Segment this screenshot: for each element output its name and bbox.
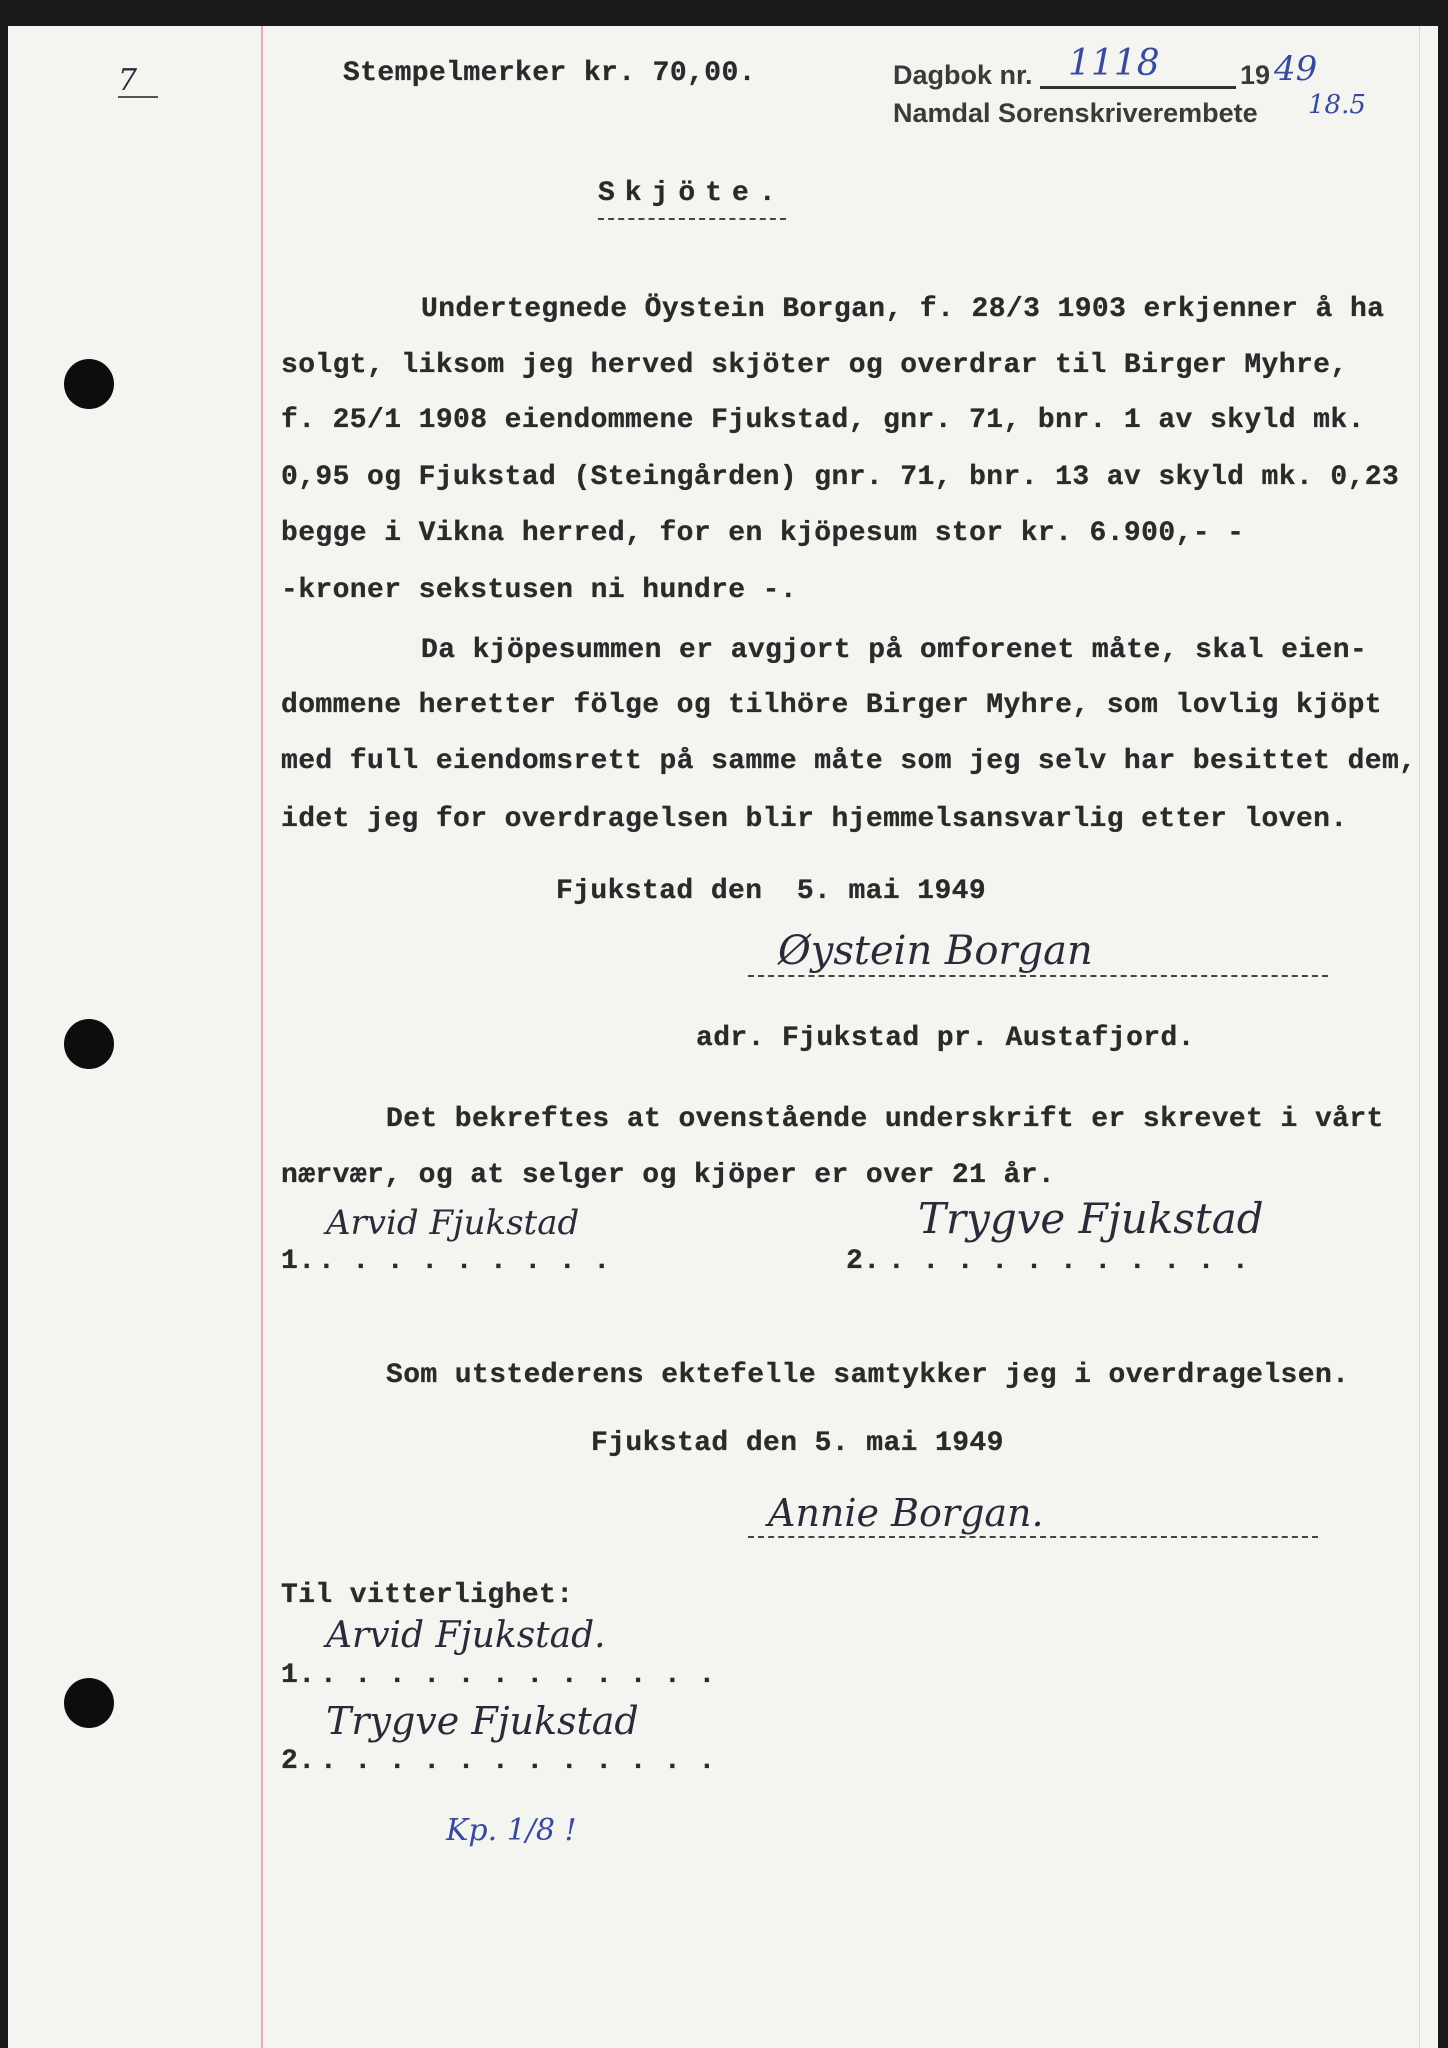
attest-2-number: 2.: [281, 1746, 316, 1777]
dagbok-number: 1118: [1068, 43, 1160, 84]
margin-line: [261, 26, 263, 2048]
body-line: Undertegnede Öystein Borgan, f. 28/3 1903 erkjenner å ha: [421, 294, 1385, 325]
attest-1-number: 1.: [281, 1660, 316, 1691]
spouse-signature: Annie Borgan.: [748, 1494, 1318, 1538]
confirmation-line: Det bekreftes at ovenstående underskrift er skrevet i vårt: [386, 1104, 1384, 1135]
confirmation-line: nærvær, og at selger og kjöper er over 21 år.: [281, 1160, 1056, 1191]
punch-hole: [64, 1019, 114, 1069]
body-line: 0,95 og Fjukstad (Steingården) gnr. 71, bnr. 13 av skyld mk. 0,23: [281, 462, 1400, 493]
body-line: solgt, liksom jeg herved skjöter og overdrar til Birger Myhre,: [281, 350, 1348, 381]
place-date: Fjukstad den 5. mai 1949: [556, 876, 987, 907]
attest-2-dots: . . . . . . . . . . . .: [320, 1746, 716, 1777]
dagbok-label: Dagbok nr.: [893, 60, 1033, 90]
body-line: -kroner sekstusen ni hundre -.: [281, 575, 798, 606]
year-prefix: 19: [1240, 60, 1271, 90]
witness-1-number: 1.: [281, 1246, 316, 1277]
attest-1-signature: Arvid Fjukstad.: [326, 1615, 606, 1656]
page-edge: [1419, 26, 1420, 2048]
attest-2-signature: Trygve Fjukstad: [326, 1699, 639, 1743]
seller-address: adr. Fjukstad pr. Austafjord.: [696, 1023, 1195, 1054]
margin-number: 7: [118, 66, 158, 98]
body-line: f. 25/1 1908 eiendommene Fjukstad, gnr. 71, bnr. 1 av skyld mk.: [281, 405, 1365, 436]
seller-signature: Øystein Borgan: [748, 931, 1328, 977]
stamp-duty: Stempelmerker kr. 70,00.: [343, 58, 756, 89]
body-line: idet jeg for overdragelsen blir hjemmelsansvarlig etter loven.: [281, 804, 1348, 835]
witness-2-signature: Trygve Fjukstad: [918, 1194, 1264, 1243]
attest-label: Til vitterlighet:: [281, 1580, 574, 1611]
attest-1-dots: . . . . . . . . . . . .: [320, 1660, 716, 1691]
place-date: Fjukstad den 5. mai 1949: [591, 1428, 1004, 1459]
body-line: dommene heretter fölge og tilhöre Birger Myhre, som lovlig kjöpt: [281, 690, 1382, 721]
stamp-underline: [1040, 86, 1236, 89]
date-note: 18.5: [1308, 90, 1366, 120]
body-line: med full eiendomsrett på samme måte som jeg selv har besittet dem,: [281, 746, 1417, 777]
witness-1-signature: Arvid Fjukstad: [326, 1203, 580, 1243]
document-page: [8, 26, 1438, 2048]
body-line: begge i Vikna herred, for en kjöpesum stor kr. 6.900,- -: [281, 518, 1245, 549]
spouse-consent: Som utstederens ektefelle samtykker jeg i overdragelsen.: [386, 1360, 1350, 1391]
witness-2-dots: . . . . . . . . . . .: [888, 1246, 1250, 1277]
year-suffix: 49: [1274, 49, 1318, 89]
punch-hole: [64, 1678, 114, 1728]
body-line: Da kjöpesummen er avgjort på omforenet måte, skal eien-: [421, 635, 1368, 666]
document-title: Skjöte.: [598, 180, 786, 220]
punch-hole: [64, 359, 114, 409]
clerk-note: Kp. 1/8 !: [446, 1813, 577, 1848]
office-name: Namdal Sorenskriverembete: [893, 98, 1258, 128]
witness-1-dots: . . . . . . . . .: [318, 1246, 611, 1277]
witness-2-number: 2.: [846, 1246, 881, 1277]
